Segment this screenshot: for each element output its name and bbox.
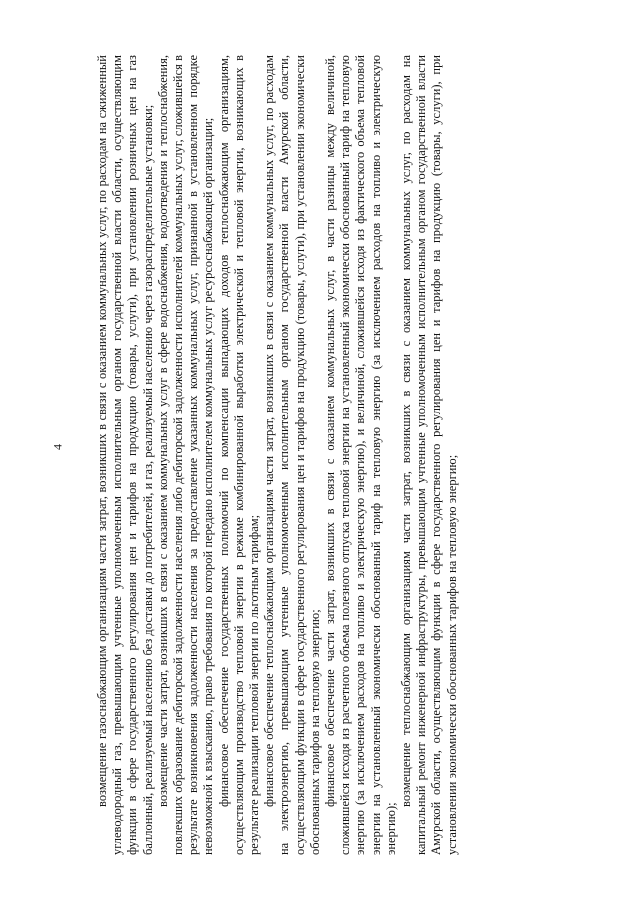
paragraph-gas-compensation: возмещение газоснабжающим организациям части затрат, возникших в связи с оказанием коммунальных услуг, по расходам на сжиженный углеводородный газ, превышающим учтенные уполномоченным исполнительным органом государственной власти области, осуществляющим функции в сфере государственного регулирования цен и тарифов на продукцию (товары, услуги), при установлении розничных цен на газ баллонный, реализуемый населению без доставки до потребителей, и газ, реализуемый населению через газораспределительные установки; [95,55,155,855]
paragraph-electricity-costs: финансовое обеспечение теплоснабжающим организациям части затрат, возникших в связи с оказанием коммунальных услуг, по расходам на электроэнергию, превышающим учтенные уполномоченным исполнительным органом государственной власти Амурской области, осуществляющим функции в сфере государственного регулирования цен и тарифов на продукцию (товары, услуги), при установлении экономически обоснованных тарифов на тепловую энергию; [262,55,322,855]
paragraph-receivables-compensation: возмещение части затрат, возникших в связи с оказанием коммунальных услуг в сфере водоснабжения, водоотведения и теплоснабжения, повлекших образование дебиторской задолженности населения либо дебиторской задолженности исполнителей коммунальных услуг, сложившейся в результате возникновения задолженности населения за предоставление указанных коммунальных услуг, признанной в установленном порядке невозможной к взысканию, право требования по которой передано исполнителем коммунальных услуг ресурсоснабжающей организации; [155,55,216,855]
paragraph-capital-repair: возмещение теплоснабжающим организациям части затрат, возникших в связи с оказанием коммунальных услуг, по расходам на капитальный ремонт инженерной инфраструктуры, превышающим учтенные уполномоченным исполнительным органом государственной власти Амурской области, осуществляющим функции в сфере государственного регулирования цен и тарифов на продукцию (товары, услуги), при установлении экономически обоснованных тарифов на тепловую энергию; [399,55,459,855]
paragraph-tariff-difference: финансовое обеспечение части затрат, возникших в связи с оказанием коммунальных услуг, в части разницы между величиной, сложившейся исходя из расчетного объема полезного отпуска тепловой энергии на установленный экономически обоснованный тариф на тепловую энергию (за исключением расходов на топливо и электрическую энергию), и величиной, сложившейся исходя из фактического объема тепловой энергии на установленный экономически обоснованный тариф на тепловую энергию (за исключением расходов на топливо и электрическую энергию); [323,55,398,855]
paragraph-lost-income-compensation: финансовое обеспечение государственных полномочий по компенсации выпадающих доходов теплоснабжающим организациям, осуществляющим производство тепловой энергии в режиме комбинированной выработки электрической и тепловой энергии, возникающих в результате реализации тепловой энергии по льготным тарифам; [216,55,262,855]
page-number: 4 [50,444,65,450]
body-text [95,55,555,855]
